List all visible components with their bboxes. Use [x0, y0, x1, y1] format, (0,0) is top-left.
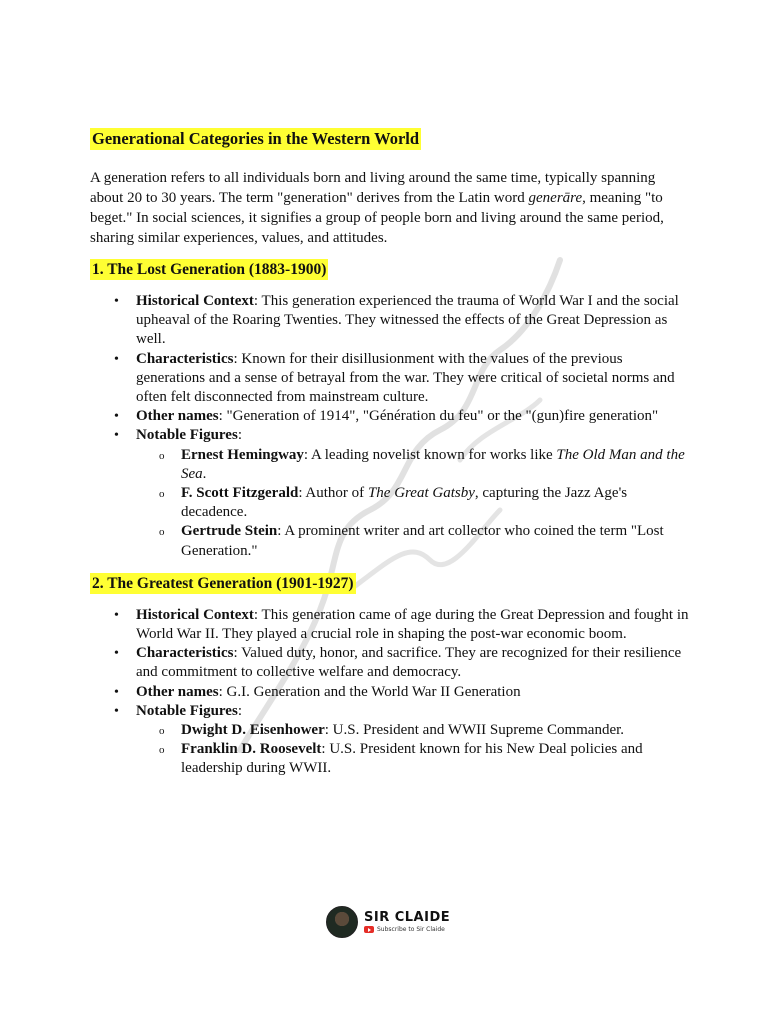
notable-figures-list [136, 721, 690, 779]
section-heading-lost-generation: 1. The Lost Generation (1883-1900) [92, 261, 327, 278]
section-list-greatest-generation [90, 606, 690, 779]
brand-subline [364, 926, 450, 933]
brand-name: SIR CLAIDE [364, 910, 451, 925]
document-body [90, 128, 690, 791]
footer-logo [326, 906, 450, 938]
figure-item: o Dwight D. Eisenhower: U.S. President and WWII Supreme Commander. [181, 721, 690, 740]
list-item-characteristics: • Characteristics: Known for their disillusionment with the values of the previous generations and a sense of betrayal from the war. They were critical of societal norms and often felt disconnected from mainstream culture. [136, 350, 690, 408]
list-item-other-names: • Other names: "Generation of 1914", "Génération du feu" or the "(gun)fire generation" [136, 407, 690, 426]
figure-item: o Franklin D. Roosevelt: U.S. President known for his New Deal policies and leadership during WWII. [181, 740, 690, 778]
intro-paragraph: A generation refers to all individuals born and living around the same time, typically spanning about 20 to 30 years. The term "generation" derives from the Latin word generāre, meaning "to beget." In social sciences, it signifies a group of people born and living around the same period, sharing similar experiences, values, and attitudes. [90, 170, 664, 246]
list-item-other-names: • Other names: G.I. Generation and the World War II Generation [136, 683, 690, 702]
figure-item: o Ernest Hemingway: A leading novelist known for works like The Old Man and the Sea. [181, 446, 690, 484]
figure-item: o Gertrude Stein: A prominent writer and art collector who coined the term "Lost Generation." [181, 522, 690, 560]
figure-item: o F. Scott Fitzgerald: Author of The Great Gatsby, capturing the Jazz Age's decadence. [181, 484, 690, 522]
section-list-lost-generation [90, 292, 690, 561]
list-item-notable-figures: • Notable Figures: o Dwight D. Eisenhower: U.S. President and WWII Supreme Commander. o Franklin D. Roosevelt: U.S. President known for his New Deal policies and leadership during WWII. [136, 702, 690, 779]
youtube-icon [364, 926, 374, 933]
brand-block [364, 911, 450, 933]
document-title: Generational Categories in the Western World [92, 129, 420, 148]
brand-tagline: Subscribe to Sir Claide [377, 925, 445, 933]
list-item-notable-figures: • Notable Figures: o Ernest Hemingway: A leading novelist known for works like The Old Man and the Sea. o F. Scott Fitzgerald: Author of The Great Gatsby, capturing the Jazz Age's decadence. o Gertrude Stein: A prominent writer and art collector who coined the term "Lost Generation." [136, 426, 690, 560]
avatar [326, 906, 358, 938]
list-item-historical-context: • Historical Context: This generation experienced the trauma of World War I and the social upheaval of the Roaring Twenties. They witnessed the effects of the Great Depression as well. [136, 292, 690, 350]
list-item-characteristics: • Characteristics: Valued duty, honor, and sacrifice. They are recognized for their resilience and commitment to collective welfare and democracy. [136, 644, 690, 682]
list-item-historical-context: • Historical Context: This generation came of age during the Great Depression and fought in World War II. They played a crucial role in shaping the post-war economic boom. [136, 606, 690, 644]
notable-figures-list [136, 446, 690, 561]
section-heading-greatest-generation: 2. The Greatest Generation (1901-1927) [92, 574, 354, 592]
